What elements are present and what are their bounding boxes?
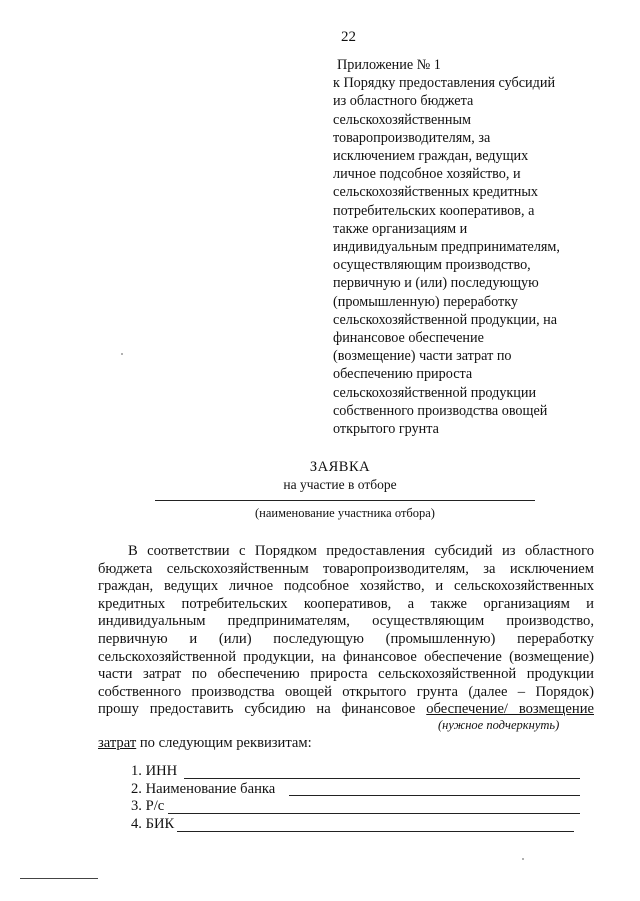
appendix-line: (промышленную) переработку	[333, 293, 518, 310]
requisite-inn	[131, 763, 275, 781]
scan-speck	[522, 858, 524, 860]
underline-hint: (нужное подчеркнуть)	[438, 718, 560, 732]
appendix-header	[333, 56, 593, 438]
requisites-list	[131, 763, 275, 834]
appendix-line: исключением граждан, ведущих	[333, 148, 529, 165]
body-line: граждан, ведущих личное подсобное хозяйство, и сельскохозяйственных	[98, 578, 594, 595]
application-subtitle: на участие в отборе	[283, 477, 397, 492]
body-line: части затрат по обеспечению прироста сельскохозяйственной продукции	[98, 666, 594, 683]
appendix-line: первичную и (или) последующую	[333, 275, 539, 292]
appendix-line: из областного бюджета	[333, 93, 474, 110]
appendix-line: открытого грунта	[333, 421, 439, 438]
account-field-line[interactable]	[168, 813, 580, 814]
appendix-line: (возмещение) части затрат по	[333, 348, 512, 365]
appendix-line: собственного производства овощей	[333, 402, 548, 419]
appendix-line: осуществляющим производство,	[333, 257, 531, 274]
appendix-line: сельскохозяйственных кредитных	[333, 184, 538, 201]
requisites-intro	[98, 735, 312, 752]
appendix-line: Приложение № 1	[337, 57, 441, 73]
appendix-line: к Порядку предоставления субсидий	[333, 75, 556, 92]
bank-name-field-line[interactable]	[289, 795, 580, 796]
body-line: сельскохозяйственной продукции, на финансовое обеспечение (возмещение)	[98, 648, 594, 665]
appendix-line: сельскохозяйственной продукции	[333, 384, 537, 401]
requisite-account	[131, 798, 275, 816]
body-line: В соответствии с Порядком предоставления субсидий из областного	[128, 543, 594, 559]
requisite-label: 3. Р/с	[131, 798, 165, 815]
application-title: ЗАЯВКА	[309, 459, 371, 475]
requisite-label: 1. ИНН	[131, 763, 178, 779]
body-line: бюджета сельскохозяйственным товаропроизводителям, за исключением	[98, 560, 594, 577]
body-line: собственного производства овощей открытого грунта (далее – Порядок)	[98, 683, 594, 700]
appendix-line: индивидуальным предпринимателям,	[333, 239, 560, 256]
appendix-line: также организациям и	[333, 220, 468, 237]
requisite-bik	[131, 816, 275, 834]
inn-field-line[interactable]	[184, 778, 580, 779]
appendix-line: финансовое обеспечение	[333, 330, 484, 347]
body-line-request	[98, 701, 594, 719]
request-prefix: прошу предоставить субсидию на финансовое	[98, 701, 416, 718]
word-zatrat: затрат	[98, 735, 137, 751]
appendix-line: обеспечению прироста	[333, 366, 473, 383]
page-number: 22	[341, 29, 356, 45]
requisites-intro-text: по следующим реквизитам:	[136, 735, 312, 751]
scan-speck	[121, 353, 123, 355]
appendix-line: потребительских кооперативов, а	[333, 202, 535, 219]
footnote-rule	[20, 878, 98, 879]
requisite-bank	[131, 781, 275, 799]
appendix-line: личное подсобное хозяйство, и	[333, 166, 521, 183]
participant-name-line[interactable]	[155, 500, 535, 501]
requisite-label: 2. Наименование банка	[131, 780, 276, 797]
appendix-line: сельскохозяйственным	[333, 111, 472, 128]
bik-field-line[interactable]	[177, 831, 574, 832]
body-line: кредитных потребительских кооперативов, а также организациям и	[98, 595, 594, 612]
body-line: первичную и (или) последующую (промышленную) переработку	[98, 630, 594, 647]
requisite-label: 4. БИК	[131, 816, 175, 833]
appendix-line: товаропроизводителям, за	[333, 129, 491, 146]
appendix-line: сельскохозяйственной продукции, на	[333, 311, 558, 328]
participant-name-caption: (наименование участника отбора)	[255, 506, 435, 520]
application-body	[98, 543, 594, 719]
body-line: индивидуальным предпринимателям, осуществляющим производство,	[98, 613, 594, 630]
option-funding-reimbursement[interactable]: обеспечение/ возмещение	[426, 701, 594, 718]
